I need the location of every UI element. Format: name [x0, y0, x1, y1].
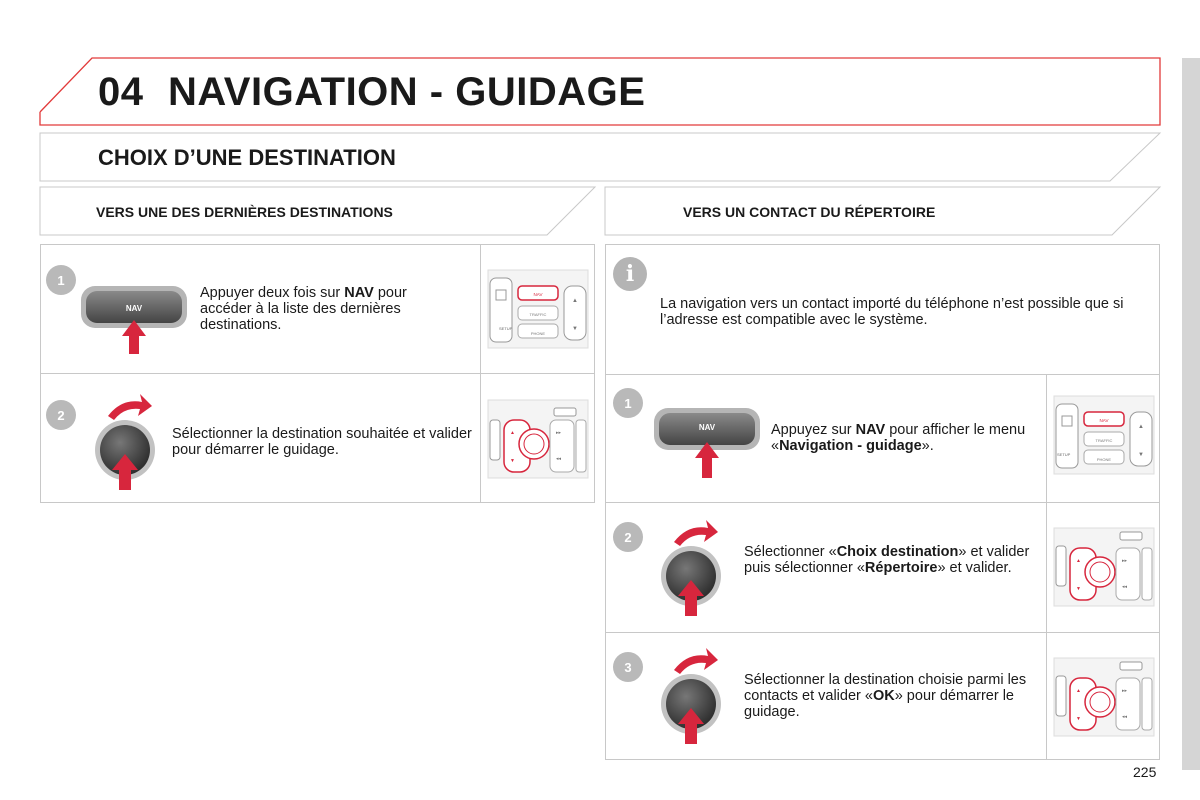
- console-nav-label: NAV: [533, 292, 543, 297]
- info-note: La navigation vers un contact importé du téléphone n’est possible que si l’adresse est compatible avec le système.: [660, 296, 1124, 328]
- step-number-badge: 2: [46, 400, 76, 430]
- nav-button-illustration: [78, 282, 190, 356]
- text-part: » pour démarrer le guidage.: [744, 688, 1014, 720]
- rotary-knob-illustration: [88, 388, 168, 492]
- text-part: Sélectionner «: [744, 544, 837, 560]
- info-icon: i: [613, 257, 647, 291]
- console-thumbnail-knob: [1052, 656, 1156, 738]
- ok-keyword: OK: [872, 688, 895, 704]
- console-nav-label: NAV: [1099, 418, 1109, 423]
- text-part: ».: [921, 438, 934, 454]
- console-setup-label: SETUP: [499, 326, 513, 331]
- text-part: pour accéder à la liste des dernières destinations.: [200, 285, 407, 333]
- svg-text:▼: ▼: [510, 458, 515, 464]
- svg-text:▸▸: ▸▸: [556, 430, 562, 436]
- step-number-badge: 1: [613, 388, 643, 418]
- nav-button-illustration: [651, 404, 763, 480]
- svg-text:▼: ▼: [1076, 586, 1081, 592]
- step-3-instruction: [744, 672, 1034, 720]
- nav-button-label: NAV: [698, 423, 716, 432]
- text-part: » et valider.: [937, 560, 1012, 576]
- divider: [605, 502, 1160, 503]
- text-part: » et valider puis sélectionner «: [744, 544, 1030, 576]
- rotary-knob-illustration: [654, 514, 734, 618]
- console-thumbnail-nav: [1052, 394, 1156, 476]
- svg-text:▼: ▼: [1138, 452, 1144, 458]
- page-number: 225: [1133, 764, 1157, 780]
- console-traffic-label: TRAFFIC: [529, 312, 547, 317]
- text-part: Sélectionner la destination choisie parmi les contacts et valider «: [744, 672, 1027, 704]
- svg-text:▲: ▲: [1138, 424, 1144, 430]
- step-number-badge: 2: [613, 522, 643, 552]
- console-thumbnail-knob: [486, 398, 590, 480]
- svg-text:◂◂: ◂◂: [1122, 714, 1128, 720]
- console-traffic-label: TRAFFIC: [1095, 438, 1113, 443]
- svg-text:▲: ▲: [572, 298, 578, 304]
- text-part: pour afficher le menu «: [771, 422, 1026, 454]
- menu-keyword: Navigation - guidage: [779, 438, 922, 454]
- svg-text:◂◂: ◂◂: [1122, 584, 1128, 590]
- console-thumbnail-nav: [486, 268, 590, 350]
- step-number-badge: 3: [613, 652, 643, 682]
- svg-text:▸▸: ▸▸: [1122, 688, 1128, 694]
- step-number-badge: 1: [46, 265, 76, 295]
- chapter-number: 04: [98, 70, 144, 114]
- svg-text:▲: ▲: [1076, 688, 1081, 694]
- section-title: CHOIX D’UNE DESTINATION: [98, 145, 396, 170]
- console-phone-label: PHONE: [530, 331, 546, 336]
- svg-text:▼: ▼: [1076, 716, 1081, 722]
- svg-text:▲: ▲: [510, 430, 515, 436]
- menu-keyword: Choix destination: [836, 544, 959, 560]
- console-phone-label: PHONE: [1096, 457, 1112, 462]
- left-column-title: VERS UNE DES DERNIÈRES DESTINATIONS: [96, 204, 393, 220]
- divider: [480, 244, 481, 503]
- nav-button-label: NAV: [125, 304, 143, 313]
- nav-keyword: NAV: [855, 422, 886, 438]
- divider: [40, 373, 595, 374]
- divider: [605, 632, 1160, 633]
- step-1-instruction: [771, 422, 1031, 454]
- console-setup-label: SETUP: [1057, 452, 1071, 457]
- console-thumbnail-knob: [1052, 526, 1156, 608]
- svg-text:◂◂: ◂◂: [556, 456, 562, 462]
- text-part: Appuyez sur: [771, 422, 856, 438]
- divider: [1046, 374, 1047, 760]
- svg-text:▼: ▼: [572, 326, 578, 332]
- svg-text:▸▸: ▸▸: [1122, 558, 1128, 564]
- menu-keyword: Répertoire: [864, 560, 938, 576]
- step-2-instruction: Sélectionner la destination souhaitée et valider pour démarrer le guidage.: [172, 426, 472, 458]
- svg-text:▲: ▲: [1076, 558, 1081, 564]
- chapter-title: NAVIGATION - GUIDAGE: [168, 70, 646, 114]
- right-column-title: VERS UN CONTACT DU RÉPERTOIRE: [683, 204, 936, 220]
- step-1-instruction: [200, 285, 450, 333]
- text-part: Appuyer deux fois sur: [200, 285, 345, 301]
- rotary-knob-illustration: [654, 642, 734, 746]
- nav-keyword: NAV: [344, 285, 374, 301]
- step-2-instruction: [744, 544, 1034, 576]
